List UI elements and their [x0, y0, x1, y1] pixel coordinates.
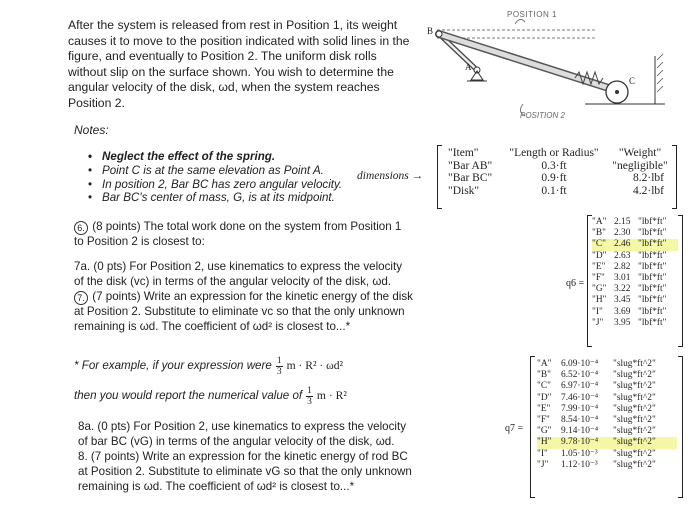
- q7-options: [537, 359, 677, 471]
- question-7a: 7a. (0 pts) For Position 2, use kinematics to express the velocity of the disk (vc) in terms of the angular velocity of the disk, ωd.: [74, 260, 402, 288]
- answer-option[interactable]: "B" 2.30 "lbf*ft": [592, 228, 667, 239]
- q6-variable: q6 =: [566, 278, 585, 289]
- table-header: "Weight": [618, 147, 662, 159]
- q7-variable: q7 =: [505, 423, 524, 434]
- dimensions-label: dimensions →: [357, 170, 424, 182]
- answer-option-selected[interactable]: "C" 2.46 "lbf*ft": [592, 239, 678, 250]
- q6-options: [592, 217, 678, 329]
- point-a-label: A: [465, 62, 472, 72]
- question-6: [74, 220, 404, 250]
- example-line-2: then you would report the numerical value of 1 3 m · R²: [74, 386, 347, 407]
- answer-option[interactable]: "G" 3.22 "lbf*ft": [592, 284, 667, 295]
- answer-option[interactable]: "F" 8.54·10⁻⁴ "slug*ft^2": [537, 415, 656, 426]
- question-number-badge: 7.: [74, 291, 88, 305]
- answer-option[interactable]: "E" 7.99·10⁻⁴ "slug*ft^2": [537, 403, 656, 414]
- answer-option[interactable]: "I" 1.05·10⁻³ "slug*ft^2": [537, 448, 656, 459]
- table-header: "Length or Radius": [509, 147, 599, 159]
- point-b-label: B: [427, 26, 434, 36]
- answer-option[interactable]: "J" 3.95 "lbf*ft": [592, 317, 667, 328]
- answer-option[interactable]: "G" 9.14·10⁻⁴ "slug*ft^2": [537, 426, 656, 437]
- answer-option[interactable]: "B" 6.52·10⁻⁴ "slug*ft^2": [537, 370, 656, 381]
- matrix-left-bracket: [437, 145, 442, 209]
- answer-option[interactable]: "H" 3.45 "lbf*ft": [592, 295, 667, 306]
- table-row: [448, 185, 670, 198]
- answer-option[interactable]: "A" 2.15 "lbf*ft": [592, 217, 667, 227]
- position-2-label: POSITION 2: [520, 111, 565, 120]
- note-item: • Bar BC's center of mass, G, is at its midpoint.: [88, 191, 378, 205]
- problem-statement: After the system is released from rest in Position 1, its weight causes it to move to the position indicated with solid lines in the figure, and eventually to Position 2. The uniform disk rolls without slip on the surface shown. You wish to determine the angular velocity of the disk, ωd, when the system reaches Position 2.: [68, 18, 410, 110]
- q6-right-bracket: [678, 215, 683, 347]
- table-cell: "Bar AB": [448, 159, 493, 172]
- fraction: 1 3: [276, 356, 282, 377]
- point-c-label: C: [629, 76, 636, 86]
- note-item: • Neglect the effect of the spring.: [88, 150, 378, 164]
- answer-option[interactable]: "D" 7.46·10⁻⁴ "slug*ft^2": [537, 392, 656, 403]
- table-row: [448, 160, 670, 173]
- answer-option[interactable]: "A" 6.09·10⁻⁴ "slug*ft^2": [537, 359, 656, 369]
- answer-option[interactable]: "J" 1.12·10⁻³ "slug*ft^2": [537, 459, 656, 470]
- answer-option[interactable]: "E" 2.82 "lbf*ft": [592, 261, 667, 272]
- q7-left-bracket: [530, 356, 535, 498]
- question-7: [74, 290, 414, 335]
- table-cell: "Bar BC": [448, 172, 493, 185]
- notes-heading: Notes:: [74, 123, 109, 137]
- table-cell: "Disk": [448, 184, 480, 197]
- matrix-right-bracket: [672, 145, 677, 209]
- dimensions-table: [448, 147, 670, 197]
- question-8a: 8a. (0 pts) For Position 2, use kinematics to express the velocity of bar BC (vG) in terms of the angular velocity of the disk, ωd.: [78, 420, 406, 448]
- answer-option[interactable]: "D" 2.63 "lbf*ft": [592, 250, 667, 261]
- question-8: 8. (7 points) Write an expression for the kinetic energy of rod BC at Position 2. Substitute to eliminate vG so that the only unknown remaining is ωd. The coefficient of ωd² is closest to...*: [78, 450, 412, 493]
- table-cell: 4.2·lbf: [633, 184, 664, 197]
- question-text: The total work done on the system from Position 1 to Position 2 is closest to:: [74, 220, 402, 248]
- answer-option-selected[interactable]: "H" 9.78·10⁻⁴ "slug*ft^2": [537, 437, 677, 448]
- table-header: "Item": [448, 147, 479, 159]
- example-line-1: * For example, if your expression were 1 3 m · R² · ωd²: [74, 356, 344, 377]
- note-item: • In position 2, Bar BC has zero angular velocity.: [88, 178, 378, 192]
- table-cell: 8.2·lbf: [633, 172, 664, 185]
- answer-option[interactable]: "C" 6.97·10⁻⁴ "slug*ft^2": [537, 381, 656, 392]
- fraction: 1 3: [307, 386, 312, 407]
- table-cell: "negligible": [612, 159, 668, 172]
- mechanism-figure: [425, 8, 697, 126]
- question-number-badge: 6.: [74, 221, 88, 235]
- question-points: (8 points): [92, 220, 141, 233]
- question-text: (7 points) Write an expression for the kinetic energy of the disk at Position 2. Substitute to eliminate vc so that the only unknown remaining is ωd. The coefficient of ωd² is closest to...*: [74, 290, 413, 333]
- notes-list: [88, 150, 378, 205]
- table-cell: 0.3·ft: [541, 159, 567, 172]
- answer-option[interactable]: "I" 3.69 "lbf*ft": [592, 306, 667, 317]
- answer-option[interactable]: "F" 3.01 "lbf*ft": [592, 273, 667, 284]
- note-item: • Point C is at the same elevation as Point A.: [88, 164, 378, 178]
- table-row: [448, 172, 670, 185]
- table-cell: 0.1·ft: [541, 184, 567, 197]
- position-1-label: POSITION 1: [507, 10, 557, 19]
- table-cell: 0.9·ft: [541, 172, 567, 185]
- q7-right-bracket: [678, 356, 683, 498]
